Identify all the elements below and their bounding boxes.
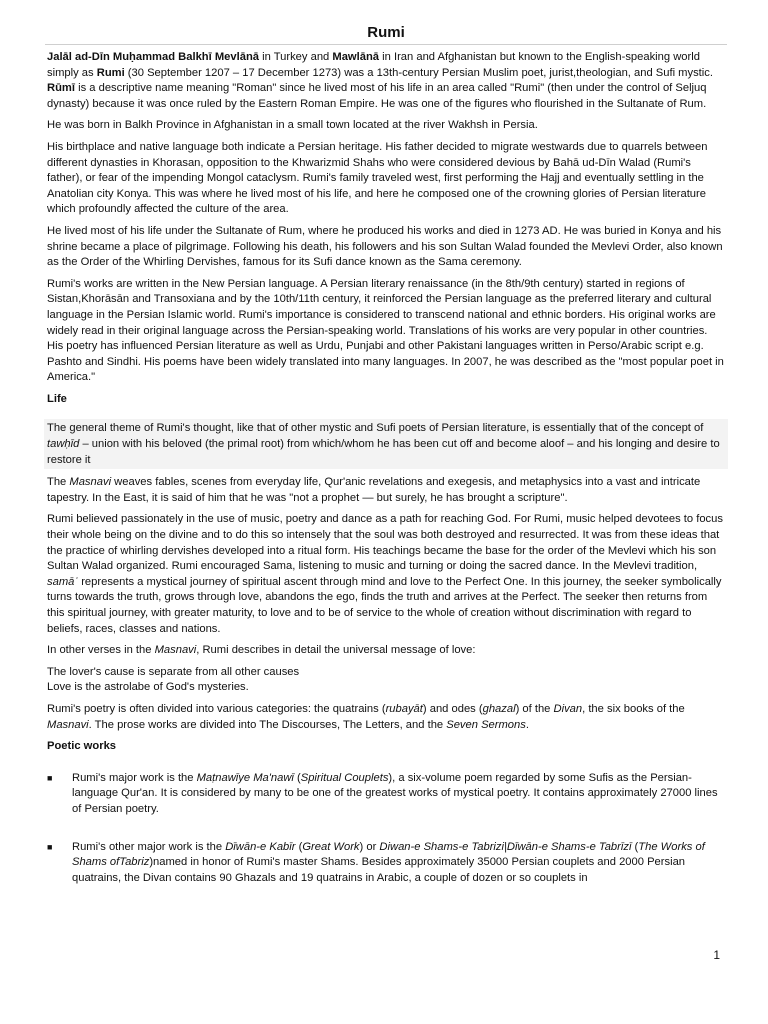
paragraph-love-message xyxy=(47,643,725,659)
text-span: Rumi's poetry is often divided into various categories: the quatrains ( xyxy=(47,702,386,715)
name-rumi-alt: Rūmī xyxy=(47,82,75,95)
text-span: , the six books of the xyxy=(582,702,685,715)
italic-term: Masnavi xyxy=(47,718,89,731)
name-jalal: Jalāl ad-Dīn Muḥammad Balkhī Mevlānā xyxy=(47,51,259,63)
text-span: , Rumi describes in detail the universal message of love: xyxy=(196,644,476,657)
text-span: – union with his beloved (the primal root) from which/whom he has been cut off and become aloof – and his longing and desire to restore it xyxy=(47,438,720,466)
text-span: ( xyxy=(293,771,301,784)
paragraph-heritage: His birthplace and native language both indicate a Persian heritage. His father decided to migrate westwards due to quarrels between different dynasties in Khorasan, opposition to the Khwarizmid Shahs who were considered devious by Bahā ud-Dīn Walad (Rumi's father), or fear of the impending Mongol cataclysm. Rumi's family traveled west, first performing the Hajj and eventually settling in the Anatolian city Konya. This was where he lived most of his life, and here he composed one of the crowning glories of Persian literature which profoundly affected the culture of the area. xyxy=(47,140,708,216)
heading-life: Life xyxy=(47,392,67,405)
title-divider xyxy=(45,44,727,45)
paragraph-intro xyxy=(47,50,725,112)
text-span: In other verses in the xyxy=(47,644,155,657)
italic-term: Masnavi xyxy=(69,476,112,489)
square-bullet-icon: ■ xyxy=(47,772,53,783)
page-number: 1 xyxy=(713,948,720,962)
list-item xyxy=(47,771,725,818)
italic-term: The Works of Shams ofTabriz xyxy=(72,840,705,869)
text-span: ( xyxy=(631,840,639,853)
italic-term: Dīwān-e Kabīr xyxy=(225,840,296,853)
text-span: is a descriptive name meaning "Roman" since he lived most of his life in an area called "Rumi" (then under the control of Seljuq dynasty) because it was once ruled by the Eastern Roman Empire. He was one of the figures who flourished in the Sultanate of Rum. xyxy=(47,82,707,110)
paragraph-theme xyxy=(44,419,728,469)
text-span: ) or xyxy=(359,840,380,853)
poetic-works-list xyxy=(47,771,725,887)
document-page xyxy=(47,22,725,908)
text-span: Rumi's major work is the xyxy=(72,771,197,784)
square-bullet-icon: ■ xyxy=(47,841,53,852)
italic-term: Spiritual Couplets xyxy=(300,771,389,784)
italic-term: ghazal xyxy=(482,702,516,715)
text-span: represents a mystical journey of spiritual ascent through mind and love to the Perfect One. In this journey, the seeker symbolically turns towards the truth, grows through love, abandons the ego, finds the truth and arrives at the Perfect. The seeker then returns from this spiritual journey, with greater maturity, to love and to be of service to the whole of creation without discrimination with regard to beliefs, races, classes and nations. xyxy=(47,575,722,635)
verse-quote xyxy=(47,665,725,696)
text-span: The xyxy=(47,476,70,489)
text-span: )named in honor of Rumi's master Shams. Besides approximately 35000 Persian couplets and 2000 Persian quatrains, the Divan contains 90 Ghazals and 19 quatrains in Arabic, a couple of dozen or so couplets in xyxy=(72,856,686,884)
text-span: The general theme of Rumi's thought, like that of other mystic and Sufi poets of Persian literature, is essentially that of the concept of xyxy=(47,422,704,435)
verse-line: Love is the astrolabe of God's mysteries. xyxy=(47,681,249,694)
text-span: weaves fables, scenes from everyday life, Qur'anic revelations and exegesis, and metaphysics into a vast and intricate tapestry. In the East, it is said of him that he was "not a prophet — but surely, he has brought a scripture". xyxy=(47,476,701,504)
italic-term: rubayāt xyxy=(385,702,423,715)
name-rumi: Rumi xyxy=(96,66,125,79)
list-item xyxy=(47,840,725,887)
text-span: in Iran and Afghanistan but known to the English-speaking world simply as xyxy=(47,51,700,79)
text-span: Rumi's other major work is the xyxy=(72,840,226,853)
paragraph-categories xyxy=(47,702,725,733)
paragraph-music xyxy=(47,512,725,637)
italic-term: Maṭnawīye Ma'nawī xyxy=(196,771,294,784)
italic-term: Diwan-e Shams-e Tabrizi|Dīwān-e Shams-e Tabrīzī xyxy=(379,840,632,853)
italic-term: Divan xyxy=(553,702,583,715)
text-span: . The prose works are divided into The Discourses, The Letters, and the xyxy=(88,718,447,731)
text-span: ) and odes ( xyxy=(422,702,483,715)
text-span: (30 September 1207 – 17 December 1273) was a 13th-century Persian Muslim poet, jurist,theologian, and Sufi mystic. xyxy=(124,66,713,79)
italic-term: Seven Sermons xyxy=(446,718,526,731)
text-span: ( xyxy=(295,840,303,853)
paragraph-sultanate: He lived most of his life under the Sultanate of Rum, where he produced his works and died in 1273 AD. He was buried in Konya and his shrine became a place of pilgrimage. Following his death, his followers and his son Sultan Walad founded the Mevlevi Order, also known as the Order of the Whirling Dervishes, famous for its Sufi dance known as the Sama ceremony. xyxy=(47,224,723,269)
text-span: ) of the xyxy=(515,702,554,715)
paragraph-works-language: Rumi's works are written in the New Persian language. A Persian literary renaissance (in the 8th/9th century) started in regions of Sistan,Khorāsān and Transoxiana and by the 10th/11th century, it reinforced the Persian language as the preferred literary and cultural language in the Persian Islamic world. Rumi's importance is considered to transcend national and ethnic borders. His original works are widely read in their original language across the Persian-speaking world. Translations of his works are very popular in other countries. His poetry has influenced Persian literature as well as Urdu, Punjabi and other Pakistani languages written in Perso/Arabic script e.g. Pashto and Sindhi. His poems have been widely translated into many languages. In 2007, he was described as the "most popular poet in America." xyxy=(47,277,724,384)
text-span: in Turkey and xyxy=(259,51,333,63)
italic-term: Masnavi xyxy=(154,644,197,657)
heading-poetic-works: Poetic works xyxy=(47,740,117,753)
verse-line: The lover's cause is separate from all other causes xyxy=(47,665,300,678)
text-span: Rumi believed passionately in the use of music, poetry and dance as a path for reaching God. For Rumi, music helped devotees to focus their whole being on the divine and to do this so intensely that the soul was both destroyed and resurrected. It was from these ideas that the practice of whirling dervishes developed into a ritual form. His teachings became the base for the order of the Mevlevi which his son Sultan Walad organized. Rumi encouraged Sama, listening to music and turning or doing the sacred dance. In the Mevlevi tradition, xyxy=(47,513,723,573)
page-title: Rumi xyxy=(367,24,405,41)
paragraph-birth: He was born in Balkh Province in Afghanistan in a small town located at the river Wakhsh in Persia. xyxy=(47,119,538,132)
text-span: . xyxy=(525,718,529,731)
italic-term: samāʿ xyxy=(47,575,79,588)
paragraph-masnavi xyxy=(47,475,725,506)
italic-term: Great Work xyxy=(302,840,360,853)
text-span: ), a six-volume poem regarded by some Sufis as the Persian-language Qur'an. It is considered by many to be one of the greatest works of mystical poetry. It contains approximately 27000 lines of Persian poetry. xyxy=(72,771,718,815)
name-mawlana: Mawlānā xyxy=(332,51,380,63)
italic-term: tawḥīd xyxy=(47,438,80,451)
